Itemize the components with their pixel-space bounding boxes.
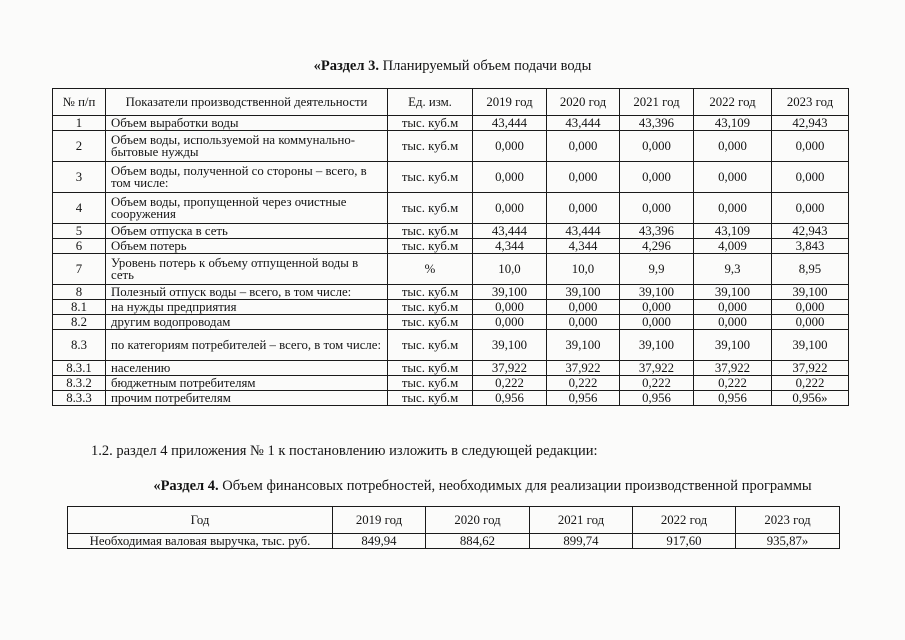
value-2021: 0,000 — [620, 300, 694, 315]
row-indicator: Объем воды, пропущенной через очистные сооружения — [106, 193, 388, 224]
value-2020: 39,100 — [547, 285, 620, 300]
row-indicator: Объем отпуска в сеть — [106, 224, 388, 239]
table-row — [53, 131, 849, 162]
table-row — [53, 300, 849, 315]
row-unit: тыс. куб.м — [388, 300, 473, 315]
value-2021: 43,396 — [620, 116, 694, 131]
value-2023: 3,843 — [772, 239, 849, 254]
row-unit: тыс. куб.м — [388, 193, 473, 224]
table-row — [53, 254, 849, 285]
table-row — [53, 285, 849, 300]
value-2019: 37,922 — [473, 361, 547, 376]
header-2020: 2020 год — [426, 507, 530, 534]
row-unit: тыс. куб.м — [388, 131, 473, 162]
value-2021: 39,100 — [620, 285, 694, 300]
header-2023: 2023 год — [772, 89, 849, 116]
value-2021: 39,100 — [620, 330, 694, 361]
value-2022: 9,3 — [694, 254, 772, 285]
value-2022: 0,000 — [694, 300, 772, 315]
value-2020: 4,344 — [547, 239, 620, 254]
section-4-heading-bold: «Раздел 4. — [153, 478, 219, 494]
value-2019: 0,000 — [473, 300, 547, 315]
header-2021: 2021 год — [620, 89, 694, 116]
row-indicator: Объем воды, полученной со стороны – всего, в том числе: — [106, 162, 388, 193]
value-2022: 0,000 — [694, 315, 772, 330]
table-row — [53, 330, 849, 361]
row-num: 7 — [53, 254, 106, 285]
value-2020: 0,000 — [547, 131, 620, 162]
row-unit: тыс. куб.м — [388, 315, 473, 330]
value-2022: 0,222 — [694, 376, 772, 391]
row-indicator: прочим потребителям — [106, 391, 388, 406]
value-2021: 4,296 — [620, 239, 694, 254]
value-2019: 39,100 — [473, 285, 547, 300]
value-2023: 42,943 — [772, 116, 849, 131]
value-2023: 39,100 — [772, 285, 849, 300]
row-indicator: Объем потерь — [106, 239, 388, 254]
value-2021: 0,000 — [620, 162, 694, 193]
row-num: 2 — [53, 131, 106, 162]
row-num: 8.3.3 — [53, 391, 106, 406]
value-2023: 0,222 — [772, 376, 849, 391]
value-2020: 0,000 — [547, 315, 620, 330]
header-year: Год — [68, 507, 333, 534]
header-num: № п/п — [53, 89, 106, 116]
row-unit: тыс. куб.м — [388, 116, 473, 131]
value-2022: 917,60 — [633, 534, 736, 549]
row-unit: тыс. куб.м — [388, 361, 473, 376]
section-4-heading — [0, 478, 905, 495]
table-row — [53, 239, 849, 254]
header-2022: 2022 год — [633, 507, 736, 534]
header-unit: Ед. изм. — [388, 89, 473, 116]
value-2023: 0,000 — [772, 131, 849, 162]
section-3-heading-bold: «Раздел 3. — [313, 58, 379, 74]
row-unit: тыс. куб.м — [388, 285, 473, 300]
value-2023: 0,000 — [772, 315, 849, 330]
header-2021: 2021 год — [530, 507, 633, 534]
row-label: Необходимая валовая выручка, тыс. руб. — [68, 534, 333, 549]
table-row — [53, 193, 849, 224]
value-2019: 39,100 — [473, 330, 547, 361]
value-2023: 0,000 — [772, 193, 849, 224]
header-2022: 2022 год — [694, 89, 772, 116]
row-num: 6 — [53, 239, 106, 254]
section-3-heading — [0, 58, 905, 75]
row-unit: тыс. куб.м — [388, 224, 473, 239]
row-num: 1 — [53, 116, 106, 131]
value-2020: 0,222 — [547, 376, 620, 391]
financial-needs-table — [67, 506, 840, 549]
value-2022: 0,956 — [694, 391, 772, 406]
table-header-row — [53, 89, 849, 116]
value-2022: 43,109 — [694, 224, 772, 239]
row-num: 8 — [53, 285, 106, 300]
value-2019: 0,000 — [473, 131, 547, 162]
row-indicator: бюджетным потребителям — [106, 376, 388, 391]
value-2022: 43,109 — [694, 116, 772, 131]
row-unit: тыс. куб.м — [388, 330, 473, 361]
value-2021: 9,9 — [620, 254, 694, 285]
value-2023: 39,100 — [772, 330, 849, 361]
header-indicator: Показатели производственной деятельности — [106, 89, 388, 116]
section-4-heading-text: Объем финансовых потребностей, необходимых для реализации производственной программы — [218, 478, 812, 494]
value-2023: 37,922 — [772, 361, 849, 376]
row-indicator: населению — [106, 361, 388, 376]
row-num: 4 — [53, 193, 106, 224]
value-2022: 37,922 — [694, 361, 772, 376]
value-2021: 0,222 — [620, 376, 694, 391]
water-supply-table — [52, 88, 849, 406]
value-2021: 0,000 — [620, 131, 694, 162]
value-2019: 0,222 — [473, 376, 547, 391]
value-2019: 4,344 — [473, 239, 547, 254]
table-row — [53, 162, 849, 193]
header-2019: 2019 год — [473, 89, 547, 116]
value-2022: 39,100 — [694, 330, 772, 361]
row-num: 8.2 — [53, 315, 106, 330]
value-2019: 0,956 — [473, 391, 547, 406]
row-num: 3 — [53, 162, 106, 193]
value-2022: 4,009 — [694, 239, 772, 254]
value-2021: 0,956 — [620, 391, 694, 406]
value-2019: 10,0 — [473, 254, 547, 285]
value-2021: 43,396 — [620, 224, 694, 239]
value-2019: 0,000 — [473, 315, 547, 330]
row-indicator: другим водопроводам — [106, 315, 388, 330]
value-2023: 8,95 — [772, 254, 849, 285]
value-2022: 0,000 — [694, 131, 772, 162]
table-row — [53, 315, 849, 330]
header-2023: 2023 год — [736, 507, 840, 534]
value-2022: 0,000 — [694, 162, 772, 193]
row-unit: тыс. куб.м — [388, 391, 473, 406]
row-num: 8.3 — [53, 330, 106, 361]
value-2020: 43,444 — [547, 224, 620, 239]
header-2020: 2020 год — [547, 89, 620, 116]
value-2020: 884,62 — [426, 534, 530, 549]
value-2023: 0,000 — [772, 162, 849, 193]
value-2020: 0,000 — [547, 300, 620, 315]
row-num: 8.3.1 — [53, 361, 106, 376]
value-2020: 37,922 — [547, 361, 620, 376]
value-2020: 0,000 — [547, 162, 620, 193]
row-unit: тыс. куб.м — [388, 376, 473, 391]
row-indicator: по категориям потребителей – всего, в том числе: — [106, 330, 388, 361]
section-3-heading-text: Планируемый объем подачи воды — [378, 58, 592, 74]
value-2020: 43,444 — [547, 116, 620, 131]
value-2021: 0,000 — [620, 193, 694, 224]
value-2019: 849,94 — [333, 534, 426, 549]
value-2021: 37,922 — [620, 361, 694, 376]
table-row — [53, 376, 849, 391]
value-2023: 42,943 — [772, 224, 849, 239]
value-2019: 0,000 — [473, 193, 547, 224]
paragraph-1-2: 1.2. раздел 4 приложения № 1 к постановлению изложить в следующей редакции: — [91, 443, 598, 459]
value-2019: 0,000 — [473, 162, 547, 193]
table-row — [53, 116, 849, 131]
row-indicator: Объем воды, используемой на коммунально-бытовые нужды — [106, 131, 388, 162]
value-2022: 0,000 — [694, 193, 772, 224]
value-2019: 43,444 — [473, 224, 547, 239]
value-2023: 0,956» — [772, 391, 849, 406]
value-2023: 935,87» — [736, 534, 840, 549]
header-2019: 2019 год — [333, 507, 426, 534]
row-num: 5 — [53, 224, 106, 239]
row-num: 8.1 — [53, 300, 106, 315]
value-2020: 39,100 — [547, 330, 620, 361]
value-2023: 0,000 — [772, 300, 849, 315]
value-2021: 0,000 — [620, 315, 694, 330]
row-indicator: Уровень потерь к объему отпущенной воды в сеть — [106, 254, 388, 285]
value-2021: 899,74 — [530, 534, 633, 549]
row-num: 8.3.2 — [53, 376, 106, 391]
value-2020: 10,0 — [547, 254, 620, 285]
value-2020: 0,000 — [547, 193, 620, 224]
table-row — [68, 534, 840, 549]
table-row — [53, 224, 849, 239]
row-indicator: Объем выработки воды — [106, 116, 388, 131]
row-indicator: на нужды предприятия — [106, 300, 388, 315]
row-unit: тыс. куб.м — [388, 239, 473, 254]
table-header-row — [68, 507, 840, 534]
value-2020: 0,956 — [547, 391, 620, 406]
row-unit: тыс. куб.м — [388, 162, 473, 193]
row-unit: % — [388, 254, 473, 285]
row-indicator: Полезный отпуск воды – всего, в том числе: — [106, 285, 388, 300]
value-2019: 43,444 — [473, 116, 547, 131]
value-2022: 39,100 — [694, 285, 772, 300]
table-row — [53, 361, 849, 376]
table-row — [53, 391, 849, 406]
